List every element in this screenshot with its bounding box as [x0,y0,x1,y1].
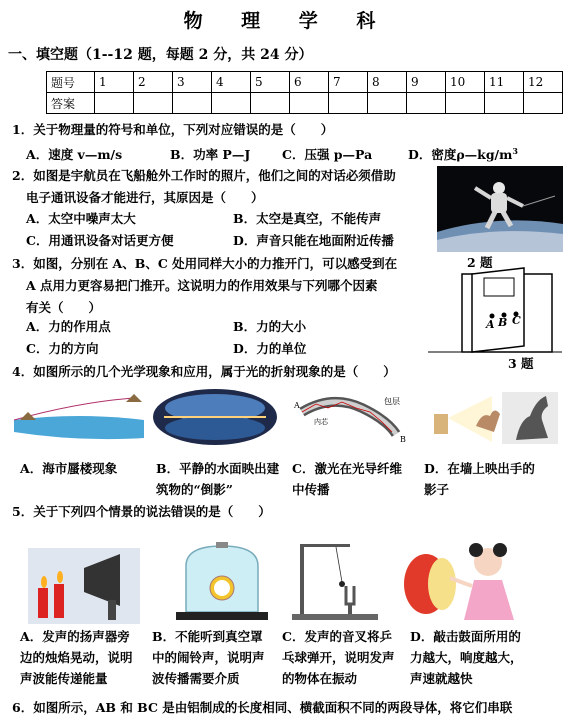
q5-option-b: B．不能听到真空罩 中的闹铃声，说明声 波传播需要介质 [152,629,265,686]
shadow-figure [430,390,560,446]
row-header: 答案 [47,93,95,114]
reflection-figure [150,386,280,448]
fiber-label-b: B [400,435,406,444]
answer-cell[interactable] [446,93,485,114]
q5-option-a: A．发声的扬声器旁 边的烛焰晃动，说明 声波能传递能量 [20,629,133,686]
question-number: 2 [134,72,173,93]
q5-stem: 5．关于下列四个情景的说法错误的是（ ） [12,504,271,519]
answer-cell[interactable] [524,93,563,114]
q3-stem-line2: A 点用力更容易把门推开。这说明力的作用效果与下列哪个因素 [26,278,378,293]
q4-option-d: D．在墙上映出手的 影子 [424,461,535,497]
table-row [47,93,563,114]
table-row [47,72,563,93]
answer-cell[interactable] [95,93,134,114]
door-label-a: A [486,318,495,331]
question-number: 10 [446,72,485,93]
q5-option-d: D．敲击鼓面所用的 力越大，响度越大， 声速就越快 [410,629,523,686]
q4-stem: 4．如图所示的几个光学现象和应用，属于光的折射现象的是（ ） [12,364,396,379]
q3-option-b: B．力的大小 [233,319,307,334]
door-label-c: C [512,314,521,327]
q3-stem-line3: 有关（ ） [26,300,102,315]
q1-option-c: C．压强 p—Pa [282,147,373,162]
q2-option-c: C．用通讯设备对话更方便 [26,233,174,248]
q1-option-a: A．速度 v—m/s [26,147,123,162]
question-number: 3 [173,72,212,93]
answer-table [46,71,563,114]
q1-option-b: B．功率 P—J [170,147,251,162]
q3-option-d: D．力的单位 [233,341,307,356]
door-label-b: B [498,316,508,329]
q2-stem-line1: 2．如图是宇航员在飞船舱外工作时的照片，他们之间的对话必须借助 [12,168,396,183]
q3-stem-line1: 3．如图，分别在 A、B、C 处用同样大小的力推开门，可以感受到在 [12,256,398,271]
q1-option-d: D．密度$\rho—kg/m^3$ [408,145,518,162]
q4-option-b: B．平静的水面映出建 筑物的“倒影” [156,461,280,497]
q3-option-a: A．力的作用点 [26,319,111,334]
answer-cell[interactable] [368,93,407,114]
answer-cell[interactable] [485,93,524,114]
question-number: 12 [524,72,563,93]
page-title: 物 理 学 科 [183,10,392,32]
drum-girl-figure [396,540,536,626]
speaker-candle-figure [28,548,140,624]
q3-figure-caption: 3 题 [508,356,534,371]
answer-cell[interactable] [329,93,368,114]
fiber-label-a: A [294,401,300,410]
mirage-figure [14,392,144,446]
q5-option-c: C．发声的音叉将乒 乓球弹开，说明发声 的物体在振动 [282,629,395,686]
q2-option-a: A．太空中噪声太大 [26,211,136,226]
door-diagram [428,266,562,354]
tuning-fork-figure [286,540,386,624]
fiber-label-cladding: 包层 [384,397,400,406]
q4-option-a: A．海市蜃楼现象 [20,461,118,476]
answer-cell[interactable] [290,93,329,114]
row-header: 题号 [47,72,95,93]
question-number: 11 [485,72,524,93]
q2-option-b: B．太空是真空，不能传声 [233,211,382,226]
answer-cell[interactable] [212,93,251,114]
fiber-label-core: 内芯 [314,418,328,426]
q2-option-d: D．声音只能在地面附近传播 [233,233,394,248]
question-number: 9 [407,72,446,93]
answer-cell[interactable] [407,93,446,114]
question-number: 7 [329,72,368,93]
question-number: 8 [368,72,407,93]
q1-stem: 1．关于物理量的符号和单位，下列对应错误的是（ ） [12,122,334,137]
q6-stem: 6．如图所示，AB 和 BC 是由铝制成的长度相同、横截面积不同的两段导体，将它们串联 [12,700,513,715]
section-heading: 一、填空题（1--12 题，每题 2 分，共 24 分） [8,47,313,63]
answer-cell[interactable] [251,93,290,114]
answer-cell[interactable] [173,93,212,114]
q2-stem-line2: 电子通讯设备才能进行，其原因是（ ） [26,190,264,205]
optical-fiber-figure [292,390,418,446]
question-number: 6 [290,72,329,93]
question-number: 4 [212,72,251,93]
q2-figure-caption: 2 题 [467,255,493,270]
bell-jar-figure [166,542,278,624]
answer-cell[interactable] [134,93,173,114]
question-number: 1 [95,72,134,93]
q3-option-c: C．力的方向 [26,341,99,356]
question-number: 5 [251,72,290,93]
astronaut-photo [437,166,563,252]
q4-option-c: C．激光在光导纤维 中传播 [292,461,402,497]
